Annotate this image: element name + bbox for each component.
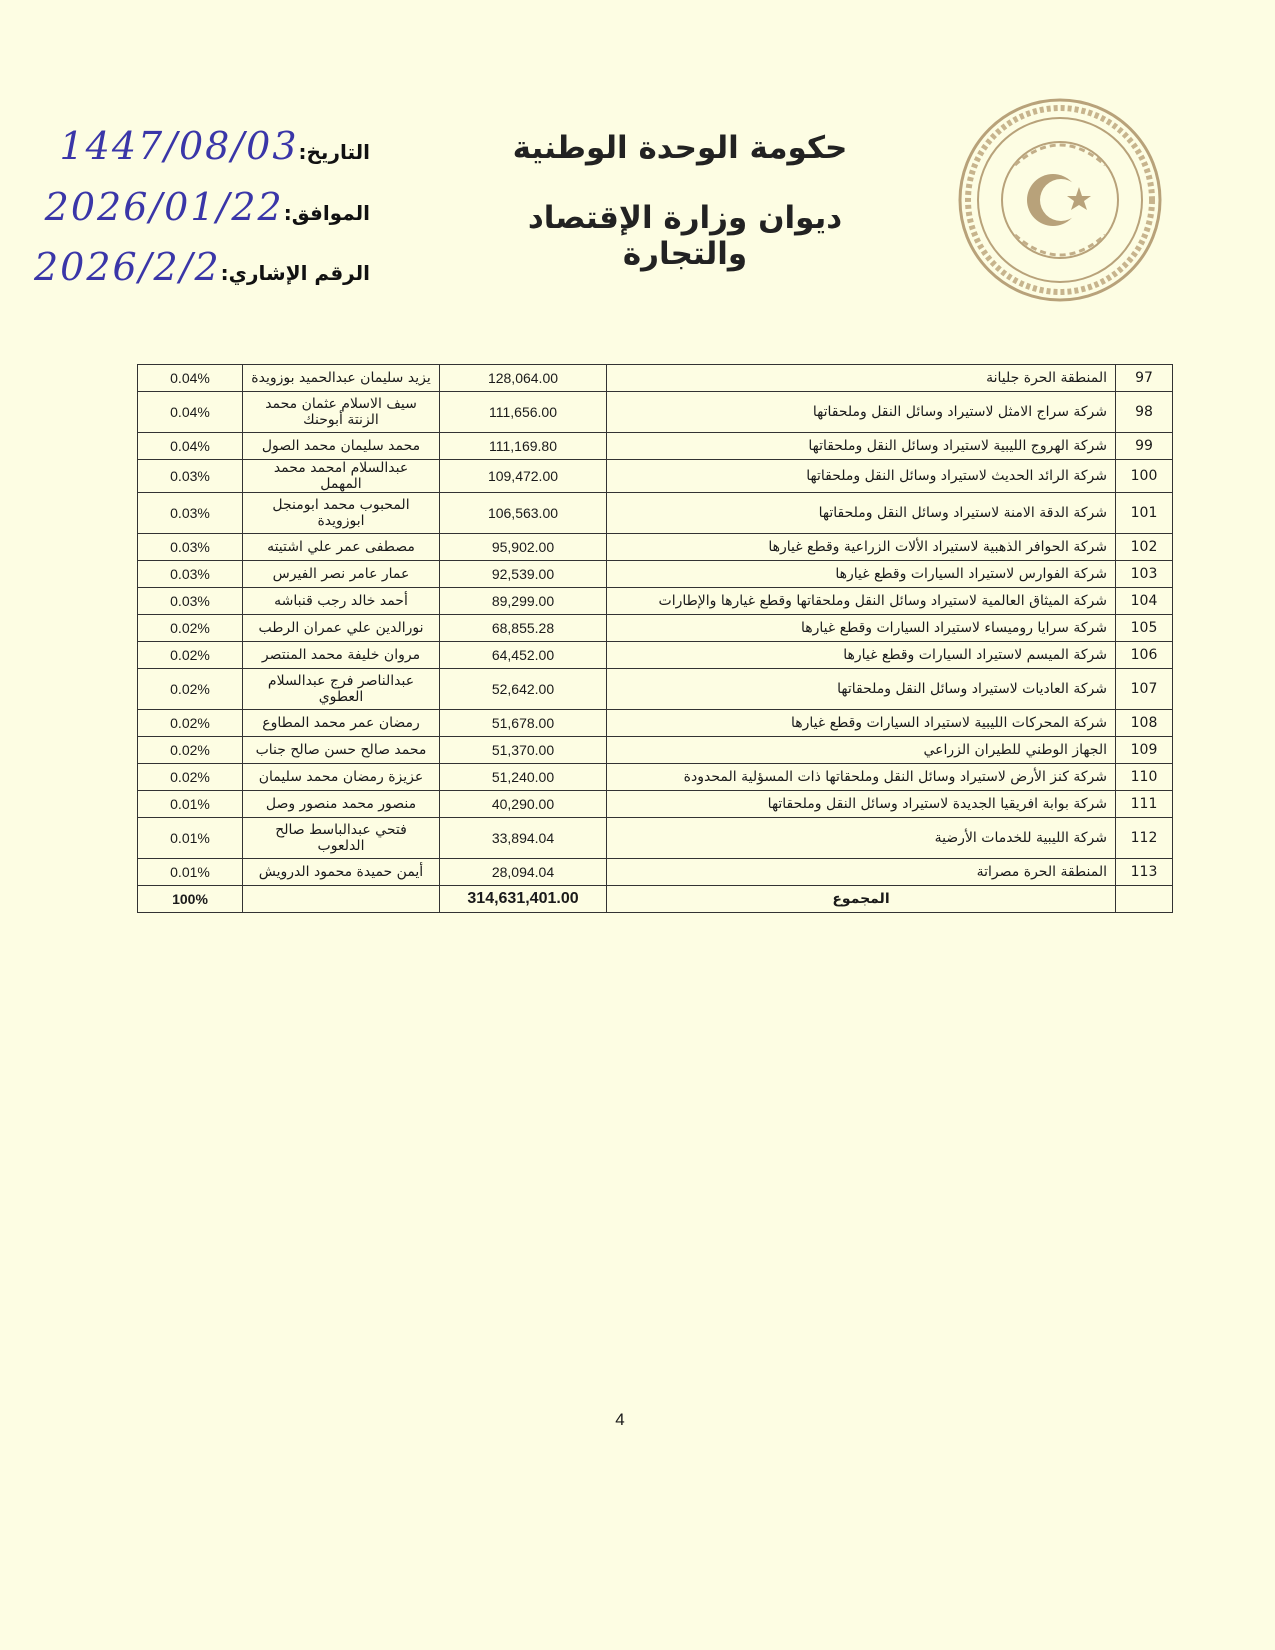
row-number-cell: 113: [1116, 859, 1173, 886]
seal-icon: [955, 95, 1165, 305]
company-name-cell: شركة الحوافر الذهبية لاستيراد الألات الزراعية وقطع غيارها: [607, 534, 1116, 561]
companies-table-body: [138, 365, 1173, 886]
gregorian-date-label: الموافق:: [283, 201, 370, 225]
amount-cell: 92,539.00: [440, 561, 607, 588]
row-number-cell: 106: [1116, 642, 1173, 669]
government-seal: [955, 95, 1165, 305]
amount-cell: 33,894.04: [440, 818, 607, 859]
amount-cell: 111,656.00: [440, 392, 607, 433]
row-number-cell: 102: [1116, 534, 1173, 561]
total-amount: 314,631,401.00: [440, 886, 607, 913]
amount-cell: 68,855.28: [440, 615, 607, 642]
table-row: [138, 791, 1173, 818]
company-name-cell: شركة الميثاق العالمية لاستيراد وسائل النقل وملحقاتها وقطع غيارها والإطارات: [607, 588, 1116, 615]
reference-value: 2026/2/2: [34, 245, 221, 289]
total-label: المجموع: [607, 886, 1116, 913]
total-num-cell: [1116, 886, 1173, 913]
representative-cell: فتحي عبدالباسط صالح الدلعوب: [243, 818, 440, 859]
company-name-cell: المنطقة الحرة مصراتة: [607, 859, 1116, 886]
table-row: [138, 433, 1173, 460]
representative-cell: مروان خليفة محمد المنتصر: [243, 642, 440, 669]
representative-cell: محمد سليمان محمد الصول: [243, 433, 440, 460]
percentage-cell: 0.03%: [138, 534, 243, 561]
percentage-cell: 0.03%: [138, 561, 243, 588]
representative-cell: مصطفى عمر علي اشتيته: [243, 534, 440, 561]
percentage-cell: 0.01%: [138, 818, 243, 859]
representative-cell: عبدالناصر فرج عبدالسلام العطوي: [243, 669, 440, 710]
representative-cell: يزيد سليمان عبدالحميد بوزويدة: [243, 365, 440, 392]
representative-cell: عمار عامر نصر الفيرس: [243, 561, 440, 588]
hijri-date-row: [59, 124, 370, 168]
row-number-cell: 107: [1116, 669, 1173, 710]
amount-cell: 109,472.00: [440, 460, 607, 493]
row-number-cell: 99: [1116, 433, 1173, 460]
table-row: [138, 818, 1173, 859]
company-name-cell: شركة سراج الامثل لاستيراد وسائل النقل وملحقاتها: [607, 392, 1116, 433]
amount-cell: 64,452.00: [440, 642, 607, 669]
row-number-cell: 109: [1116, 737, 1173, 764]
representative-cell: سيف الاسلام عثمان محمد الزنتة أبوحنك: [243, 392, 440, 433]
table-row: [138, 534, 1173, 561]
company-name-cell: شركة الرائد الحديث لاستيراد وسائل النقل وملحقاتها: [607, 460, 1116, 493]
table-row: [138, 392, 1173, 433]
total-percent: 100%: [138, 886, 243, 913]
reference-row: [34, 245, 370, 289]
table-row: [138, 764, 1173, 791]
representative-cell: المحبوب محمد ابومنجل ابوزويدة: [243, 493, 440, 534]
row-number-cell: 97: [1116, 365, 1173, 392]
row-number-cell: 98: [1116, 392, 1173, 433]
table-row: [138, 493, 1173, 534]
representative-cell: محمد صالح حسن صالح جناب: [243, 737, 440, 764]
amount-cell: 51,370.00: [440, 737, 607, 764]
hijri-date-label: التاريخ:: [298, 140, 370, 164]
percentage-cell: 0.02%: [138, 737, 243, 764]
percentage-cell: 0.01%: [138, 791, 243, 818]
amount-cell: 128,064.00: [440, 365, 607, 392]
percentage-cell: 0.02%: [138, 710, 243, 737]
percentage-cell: 0.04%: [138, 433, 243, 460]
percentage-cell: 0.03%: [138, 460, 243, 493]
amount-cell: 106,563.00: [440, 493, 607, 534]
table-row: [138, 642, 1173, 669]
company-name-cell: شركة العاديات لاستيراد وسائل النقل وملحقاتها: [607, 669, 1116, 710]
page-number: 4: [615, 1410, 625, 1429]
company-name-cell: شركة الليبية للخدمات الأرضية: [607, 818, 1116, 859]
representative-cell: رمضان عمر محمد المطاوع: [243, 710, 440, 737]
row-number-cell: 105: [1116, 615, 1173, 642]
company-name-cell: المنطقة الحرة جليانة: [607, 365, 1116, 392]
table-row: [138, 710, 1173, 737]
table-row: [138, 615, 1173, 642]
table-row: [138, 669, 1173, 710]
row-number-cell: 101: [1116, 493, 1173, 534]
company-name-cell: شركة الهروج الليبية لاستيراد وسائل النقل وملحقاتها: [607, 433, 1116, 460]
table-row: [138, 588, 1173, 615]
row-number-cell: 112: [1116, 818, 1173, 859]
amount-cell: 40,290.00: [440, 791, 607, 818]
representative-cell: عزيزة رمضان محمد سليمان: [243, 764, 440, 791]
gregorian-date-row: [45, 185, 370, 229]
representative-cell: عبدالسلام امحمد محمد المهمل: [243, 460, 440, 493]
companies-table: [137, 364, 1173, 913]
amount-cell: 51,678.00: [440, 710, 607, 737]
percentage-cell: 0.02%: [138, 615, 243, 642]
total-person-cell: [243, 886, 440, 913]
gregorian-date-value: 2026/01/22: [44, 185, 284, 229]
reference-label: الرقم الإشاري:: [220, 261, 370, 285]
percentage-cell: 0.04%: [138, 392, 243, 433]
company-name-cell: الجهاز الوطني للطيران الزراعي: [607, 737, 1116, 764]
company-name-cell: شركة سرايا روميساء لاستيراد السيارات وقطع غيارها: [607, 615, 1116, 642]
percentage-cell: 0.02%: [138, 764, 243, 791]
company-name-cell: شركة الفوارس لاستيراد السيارات وقطع غيارها: [607, 561, 1116, 588]
amount-cell: 51,240.00: [440, 764, 607, 791]
company-name-cell: شركة كنز الأرض لاستيراد وسائل النقل وملحقاتها ذات المسؤلية المحدودة: [607, 764, 1116, 791]
amount-cell: 89,299.00: [440, 588, 607, 615]
amount-cell: 52,642.00: [440, 669, 607, 710]
row-number-cell: 111: [1116, 791, 1173, 818]
table-row: [138, 859, 1173, 886]
representative-cell: أيمن حميدة محمود الدرويش: [243, 859, 440, 886]
table-row: [138, 460, 1173, 493]
percentage-cell: 0.03%: [138, 493, 243, 534]
percentage-cell: 0.04%: [138, 365, 243, 392]
representative-cell: نورالدين علي عمران الرطب: [243, 615, 440, 642]
percentage-cell: 0.02%: [138, 669, 243, 710]
row-number-cell: 108: [1116, 710, 1173, 737]
percentage-cell: 0.02%: [138, 642, 243, 669]
table-row: [138, 561, 1173, 588]
row-number-cell: 100: [1116, 460, 1173, 493]
representative-cell: منصور محمد منصور وصل: [243, 791, 440, 818]
row-number-cell: 110: [1116, 764, 1173, 791]
amount-cell: 111,169.80: [440, 433, 607, 460]
company-name-cell: شركة الدقة الامنة لاستيراد وسائل النقل وملحقاتها: [607, 493, 1116, 534]
company-name-cell: شركة بوابة افريقيا الجديدة لاستيراد وسائل النقل وملحقاتها: [607, 791, 1116, 818]
table-row: [138, 737, 1173, 764]
table-row: [138, 365, 1173, 392]
percentage-cell: 0.03%: [138, 588, 243, 615]
representative-cell: أحمد خالد رجب قنباشه: [243, 588, 440, 615]
company-name-cell: شركة المحركات الليبية لاستيراد السيارات وقطع غيارها: [607, 710, 1116, 737]
company-name-cell: شركة الميسم لاستيراد السيارات وقطع غيارها: [607, 642, 1116, 669]
hijri-date-value: 1447/08/03: [59, 124, 299, 168]
total-row: [138, 886, 1173, 913]
ministry-office-title: ديوان وزارة الإقتصاد والتجارة: [527, 200, 843, 272]
row-number-cell: 104: [1116, 588, 1173, 615]
amount-cell: 95,902.00: [440, 534, 607, 561]
row-number-cell: 103: [1116, 561, 1173, 588]
amount-cell: 28,094.04: [440, 859, 607, 886]
government-title: حكومة الوحدة الوطنية: [512, 130, 848, 166]
percentage-cell: 0.01%: [138, 859, 243, 886]
